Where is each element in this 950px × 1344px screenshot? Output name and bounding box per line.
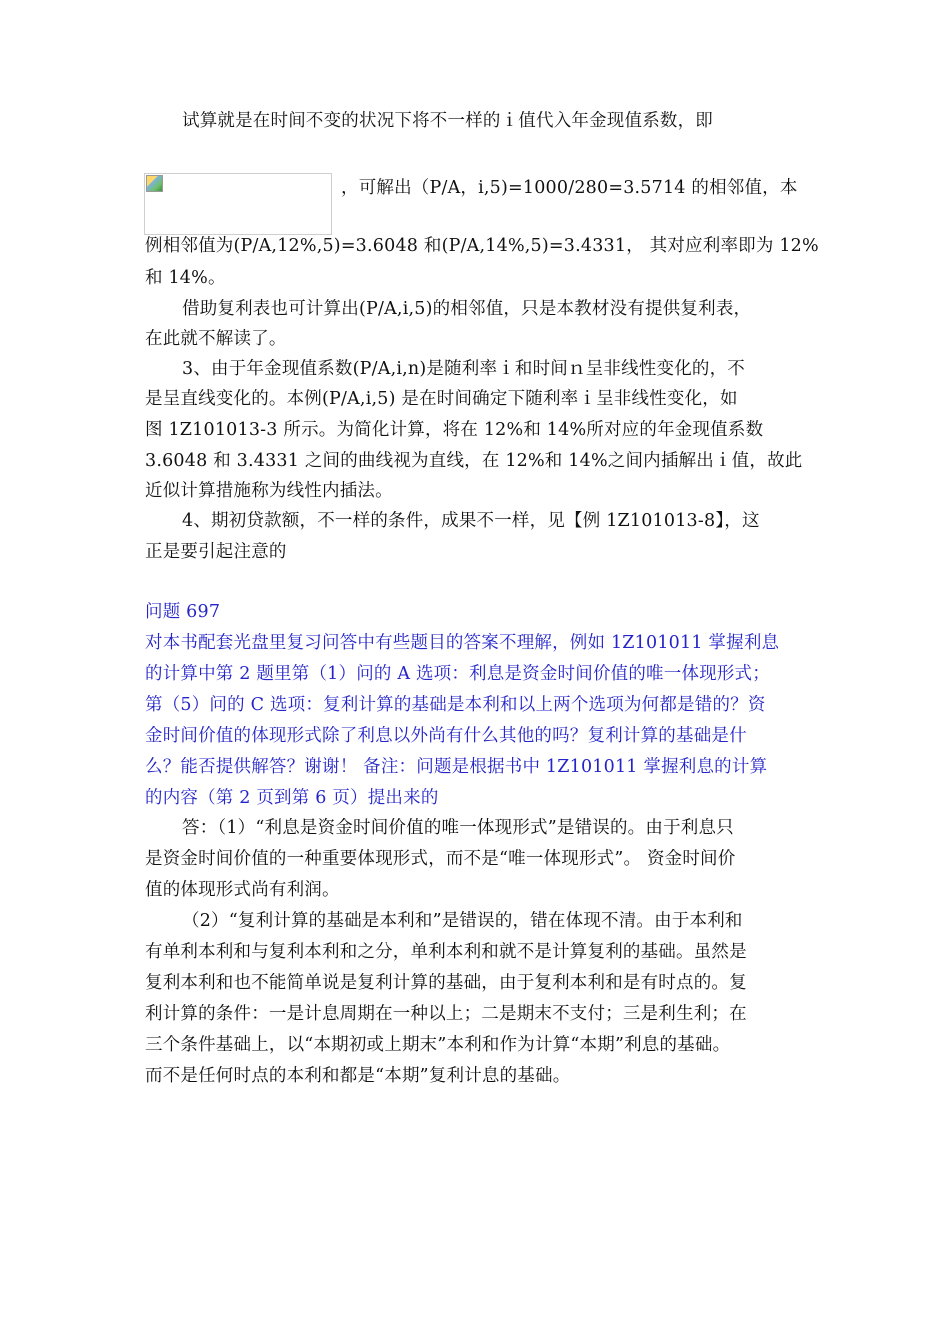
question-text-line: 问题 697 xyxy=(145,602,221,622)
body-text-line: 3.6048 和 3.4331 之间的曲线视为直线，在 12%和 14%之间内插解出ｉ值，故此 xyxy=(145,451,803,471)
question-text-line: 金时间价值的体现形式除了利息以外尚有什么其他的吗？复利计算的基础是什 xyxy=(145,726,747,746)
body-text-line: 复利本利和也不能简单说是复利计算的基础，由于复利本利和是有时点的。复 xyxy=(145,973,747,993)
body-text-line: 4、期初贷款额，不一样的条件，成果不一样，见【例 1Z101013-8】，这 xyxy=(182,511,760,531)
body-text-line: 答：（1）“利息是资金时间价值的唯一体现形式”是错误的。由于利息只 xyxy=(182,818,734,838)
question-text-line: 对本书配套光盘里复习问答中有些题目的答案不理解，例如 1Z101011 掌握利息 xyxy=(145,633,780,653)
body-text-line: 在此就不解读了。 xyxy=(145,329,287,349)
body-text-line: 借助复利表也可计算出(P/A,i,5)的相邻值，只是本教材没有提供复利表， xyxy=(182,299,752,319)
question-text-line: 的计算中第 2 题里第（1）问的 A 选项：利息是资金时间价值的唯一体现形式； xyxy=(145,664,770,684)
question-text-line: 么？能否提供解答？谢谢！ 备注：问题是根据书中 1Z101011 掌握利息的计算 xyxy=(145,757,768,777)
body-text-line: 值的体现形式尚有利润。 xyxy=(145,880,340,900)
body-text-line: 3、由于年金现值系数(P/A,i,n)是随利率ｉ和时间ｎ呈非线性变化的，不 xyxy=(182,359,745,379)
body-text-line: 和 14%。 xyxy=(145,268,226,288)
body-text-line: 而不是任何时点的本利和都是“本期”复利计息的基础。 xyxy=(145,1066,571,1086)
body-text-line: 三个条件基础上，以“本期初或上期末”本利和作为计算“本期”利息的基础。 xyxy=(145,1035,731,1055)
body-text-line: 有单利本利和与复利本利和之分，单利本利和就不是计算复利的基础。虽然是 xyxy=(145,942,747,962)
body-text-line: 近似计算措施称为线性内插法。 xyxy=(145,481,393,501)
body-text-line: （2）“复利计算的基础是本利和”是错误的，错在体现不清。由于本利和 xyxy=(182,911,743,931)
body-text-line: 正是要引起注意的 xyxy=(145,542,287,562)
body-text-line: 例相邻值为(P/A,12%,5)=3.6048 和(P/A,14%,5)=3.4331， 其对应利率即为 12% xyxy=(145,236,819,256)
body-text-line: 是资金时间价值的一种重要体现形式，而不是“唯一体现形式”。 资金时间价 xyxy=(145,849,736,869)
question-text-line: 的内容（第 2 页到第 6 页）提出来的 xyxy=(145,788,439,808)
formula-image-placeholder xyxy=(144,173,332,235)
broken-image-icon xyxy=(146,175,163,192)
body-text-line: 利计算的条件：一是计息周期在一种以上；二是期末不支付；三是利生利；在 xyxy=(145,1004,747,1024)
body-text-line: 是呈直线变化的。本例(P/A,i,5) 是在时间确定下随利率ｉ呈非线性变化，如 xyxy=(145,389,738,409)
body-text-line: ，可解出（P/A，i,5)=1000/280=3.5714 的相邻值，本 xyxy=(341,178,798,198)
body-text-line: 图 1Z101013-3 所示。为简化计算，将在 12%和 14%所对应的年金现值系数 xyxy=(145,420,764,440)
question-text-line: 第（5）问的 C 选项：复利计算的基础是本利和以上两个选项为何都是错的？资 xyxy=(145,695,766,715)
body-text-line: 试算就是在时间不变的状况下将不一样的ｉ值代入年金现值系数，即 xyxy=(182,111,713,131)
